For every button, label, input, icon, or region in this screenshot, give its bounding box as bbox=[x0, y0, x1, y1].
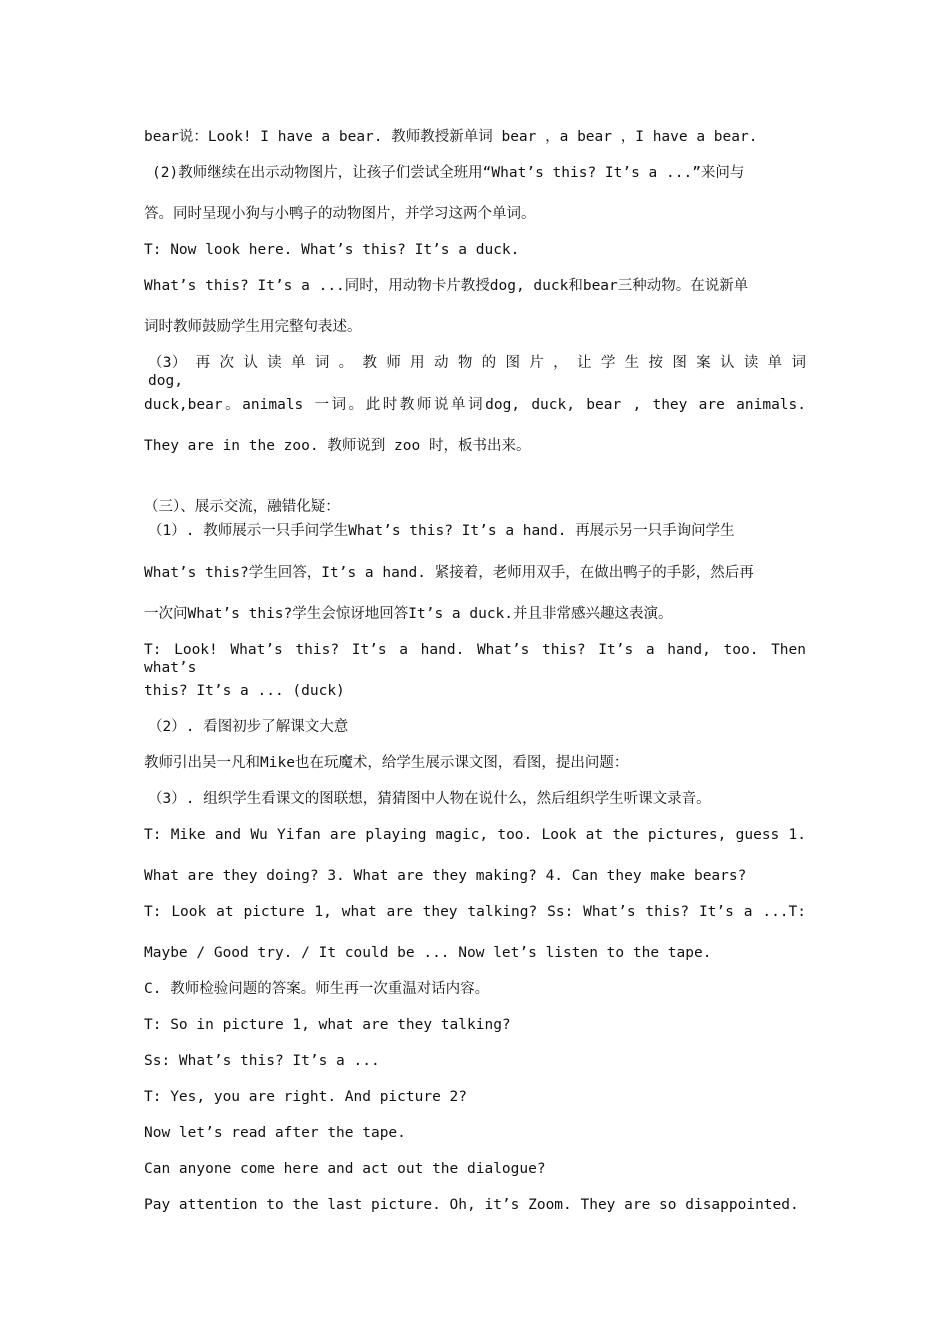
text-line: C. 教师检验问题的答案。师生再一次重温对话内容。 bbox=[144, 981, 490, 997]
text-line: duck,bear。animals 一词。此时教师说单词dog, duck, bear , they are animals. bbox=[144, 397, 806, 413]
text-line: Ss: What’s this? It’s a ... bbox=[144, 1053, 380, 1069]
text-line: Can anyone come here and act out the dialogue? bbox=[144, 1161, 546, 1177]
text-line: (2)教师继续在出示动物图片，让孩子们尝试全班用“What’s this? It’s a ...”来问与 bbox=[152, 165, 745, 181]
text-line: T: Look! What’s this? It’s a hand. What’s this? It’s a hand, too. Then what’s bbox=[144, 642, 806, 676]
text-line: T: Now look here. What’s this? It’s a duck. bbox=[144, 242, 520, 258]
text-line: （3） 再 次 认 读 单 词 。 教 师 用 动 物 的 图 片 ， 让 学 生 按 图 案 认 读 单 词 dog, bbox=[148, 355, 806, 389]
text-line: Now let’s read after the tape. bbox=[144, 1125, 406, 1141]
text-line: T: Yes, you are right. And picture 2? bbox=[144, 1089, 468, 1105]
text-line: 答。同时呈现小狗与小鸭子的动物图片，并学习这两个单词。 bbox=[144, 206, 536, 222]
text-line: （3）. 组织学生看课文的图联想，猜猜图中人物在说什么，然后组织学生听课文录音。 bbox=[148, 791, 711, 807]
text-line: What are they doing? 3. What are they making? 4. Can they make bears? bbox=[144, 868, 747, 884]
text-line: （1）. 教师展示一只手问学生What’s this? It’s a hand. 再展示另一只手询问学生 bbox=[148, 523, 735, 539]
text-line: Maybe / Good try. / It could be ... Now let’s listen to the tape. bbox=[144, 945, 712, 961]
text-line: Pay attention to the last picture. Oh, it’s Zoom. They are so disappointed. bbox=[144, 1197, 799, 1213]
text-line: T: So in picture 1, what are they talking? bbox=[144, 1017, 511, 1033]
text-line: T: Mike and Wu Yifan are playing magic, too. Look at the pictures, guess 1. bbox=[144, 827, 806, 843]
text-line: What’s this?学生回答，It’s a hand. 紧接着，老师用双手，在做出鸭子的手影，然后再 bbox=[144, 565, 754, 581]
text-line: They are in the zoo. 教师说到 zoo 时，板书出来。 bbox=[144, 438, 531, 454]
text-line: What’s this? It’s a ...同时，用动物卡片教授dog, duck和bear三种动物。在说新单 bbox=[144, 278, 749, 294]
section-heading: （三）、展示交流，融错化疑： bbox=[144, 499, 340, 515]
text-line: bear说：Look! I have a bear. 教师教授新单词 bear ，a bear ，I have a bear. bbox=[144, 129, 758, 145]
text-line: T: Look at picture 1, what are they talking? Ss: What’s this? It’s a ...T: bbox=[144, 904, 806, 920]
text-line: （2）. 看图初步了解课文大意 bbox=[148, 719, 349, 735]
text-line: 一次问What’s this?学生会惊讶地回答It’s a duck.并且非常感兴趣这表演。 bbox=[144, 606, 673, 622]
text-line: 词时教师鼓励学生用完整句表述。 bbox=[144, 319, 362, 335]
text-line: 教师引出吴一凡和Mike也在玩魔术，给学生展示课文图，看图，提出问题： bbox=[144, 755, 629, 771]
text-line: this? It’s a ... (duck) bbox=[144, 683, 345, 699]
